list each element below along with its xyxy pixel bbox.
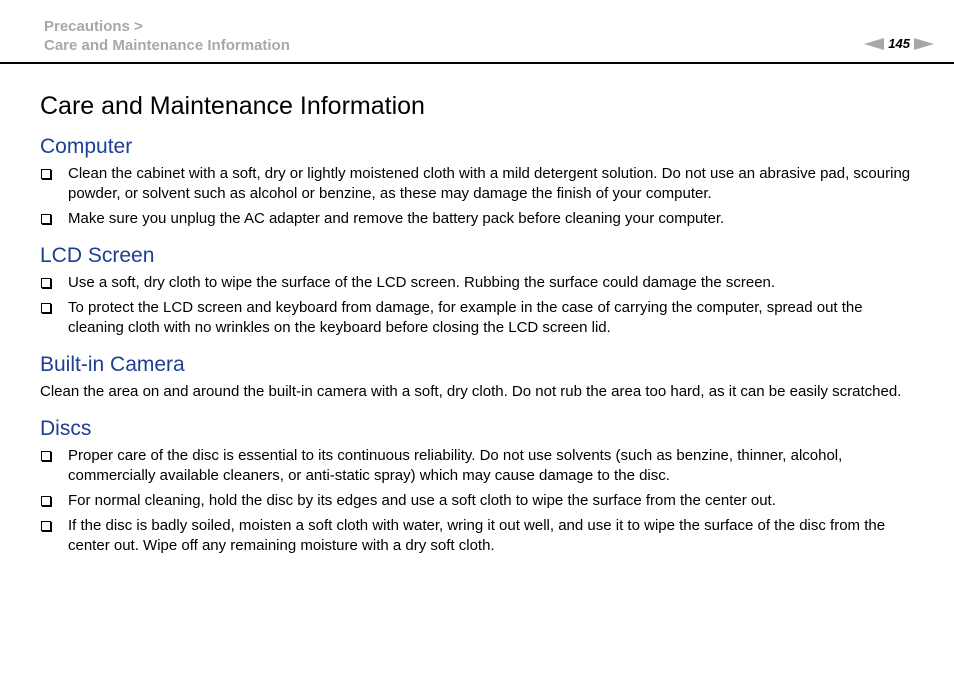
computer-list [40, 164, 920, 229]
list-item [40, 164, 920, 204]
arrow-right-icon[interactable] [914, 38, 934, 50]
checkbox-bullet-icon [41, 451, 51, 461]
list-item-text: Proper care of the disc is essential to its continuous reliability. Do not use solvents (such as benzine, thinner, alcohol, commercially available cleaners, or anti-static spray) which may cause damage to the disc. [68, 447, 843, 484]
checkbox-bullet-icon [41, 496, 51, 506]
list-item [40, 491, 920, 511]
breadcrumb-parent[interactable]: Precautions > [44, 18, 143, 35]
section-heading-discs: Discs [40, 417, 92, 440]
page-number: 145 [888, 36, 910, 51]
list-item [40, 298, 920, 338]
section-heading-lcd-screen: LCD Screen [40, 244, 155, 267]
page-navigator [864, 37, 934, 51]
checkbox-bullet-icon [41, 303, 51, 313]
checkbox-bullet-icon [41, 214, 51, 224]
list-item [40, 446, 920, 486]
section-heading-built-in-camera: Built-in Camera [40, 353, 185, 376]
list-item [40, 516, 920, 556]
list-item-text: Make sure you unplug the AC adapter and remove the battery pack before cleaning your computer. [68, 210, 725, 227]
checkbox-bullet-icon [41, 169, 51, 179]
list-item-text: Use a soft, dry cloth to wipe the surface of the LCD screen. Rubbing the surface could damage the screen. [68, 274, 776, 291]
checkbox-bullet-icon [41, 278, 51, 288]
breadcrumb [44, 17, 290, 55]
list-item [40, 209, 920, 229]
page-header [0, 0, 954, 64]
discs-list [40, 446, 920, 556]
lcd-list [40, 273, 920, 338]
list-item-text: To protect the LCD screen and keyboard from damage, for example in the case of carrying the computer, spread out the cleaning cloth with no wrinkles on the keyboard before closing the LCD screen lid. [68, 299, 863, 336]
list-item-text: If the disc is badly soiled, moisten a soft cloth with water, wring it out well, and use it to wipe the surface of the disc from the center out. Wipe off any remaining moisture with a dry soft cloth. [68, 517, 886, 554]
arrow-left-icon[interactable] [864, 38, 884, 50]
list-item-text: For normal cleaning, hold the disc by its edges and use a soft cloth to wipe the surface from the center out. [68, 492, 776, 509]
list-item-text: Clean the cabinet with a soft, dry or lightly moistened cloth with a mild detergent solution. Do not use an abrasive pad, scouring powder, or solvent such as alcohol or benzine, as these may damage the finish of your computer. [68, 165, 911, 202]
list-item [40, 273, 920, 293]
checkbox-bullet-icon [41, 521, 51, 531]
page-content [40, 90, 920, 561]
section-heading-computer: Computer [40, 135, 133, 158]
camera-paragraph: Clean the area on and around the built-in camera with a soft, dry cloth. Do not rub the area too hard, as it can be easily scratched. [40, 383, 902, 400]
breadcrumb-current[interactable]: Care and Maintenance Information [44, 37, 290, 54]
page-title: Care and Maintenance Information [40, 92, 425, 120]
